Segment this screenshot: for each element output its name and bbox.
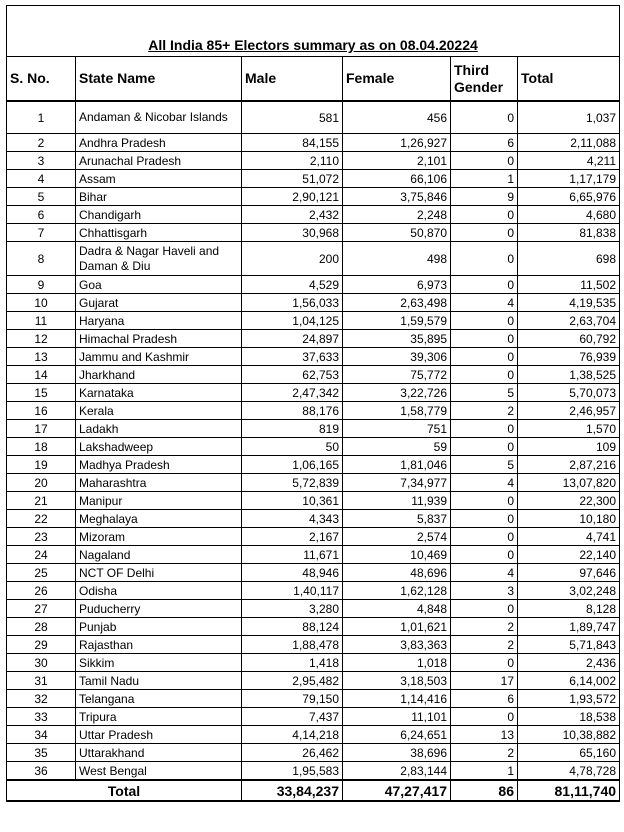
cell-sno: 17 — [7, 420, 76, 438]
cell-male: 4,343 — [242, 510, 343, 528]
cell-female: 11,101 — [343, 708, 451, 726]
cell-female: 6,24,651 — [343, 726, 451, 744]
cell-total: 76,939 — [518, 348, 620, 366]
cell-state-name: Chhattisgarh — [76, 224, 242, 242]
header-total: Total — [518, 57, 620, 102]
cell-female: 1,59,579 — [343, 312, 451, 330]
cell-total: 2,87,216 — [518, 456, 620, 474]
cell-male: 51,072 — [242, 170, 343, 188]
cell-total: 2,46,957 — [518, 402, 620, 420]
cell-third-gender: 9 — [451, 188, 518, 206]
cell-state-name: Mizoram — [76, 528, 242, 546]
cell-sno: 18 — [7, 438, 76, 456]
cell-female: 11,939 — [343, 492, 451, 510]
cell-male: 2,47,342 — [242, 384, 343, 402]
cell-female: 75,772 — [343, 366, 451, 384]
cell-state-name: Gujarat — [76, 294, 242, 312]
cell-male: 50 — [242, 438, 343, 456]
table-row — [7, 170, 620, 188]
cell-male: 1,06,165 — [242, 456, 343, 474]
cell-sno: 9 — [7, 276, 76, 294]
table-title: All India 85+ Electors summary as on 08.04.20224 — [7, 6, 620, 57]
cell-state-name: Andaman & Nicobar Islands — [76, 101, 242, 134]
cell-state-name: Punjab — [76, 618, 242, 636]
cell-third-gender: 0 — [451, 224, 518, 242]
cell-female: 10,469 — [343, 546, 451, 564]
total-female: 47,27,417 — [343, 780, 451, 801]
cell-total: 65,160 — [518, 744, 620, 762]
table-row — [7, 366, 620, 384]
cell-male: 1,88,478 — [242, 636, 343, 654]
cell-state-name: Chandigarh — [76, 206, 242, 224]
cell-third-gender: 2 — [451, 744, 518, 762]
table-row — [7, 276, 620, 294]
table-row — [7, 206, 620, 224]
cell-third-gender: 2 — [451, 618, 518, 636]
cell-male: 1,95,583 — [242, 762, 343, 781]
cell-total: 1,93,572 — [518, 690, 620, 708]
cell-sno: 35 — [7, 744, 76, 762]
cell-sno: 14 — [7, 366, 76, 384]
cell-third-gender: 0 — [451, 420, 518, 438]
cell-sno: 32 — [7, 690, 76, 708]
cell-total: 22,300 — [518, 492, 620, 510]
cell-male: 1,04,125 — [242, 312, 343, 330]
cell-total: 4,741 — [518, 528, 620, 546]
cell-male: 200 — [242, 242, 343, 276]
cell-sno: 25 — [7, 564, 76, 582]
cell-sno: 20 — [7, 474, 76, 492]
cell-third-gender: 5 — [451, 384, 518, 402]
cell-total: 22,140 — [518, 546, 620, 564]
cell-female: 2,63,498 — [343, 294, 451, 312]
cell-female: 1,01,621 — [343, 618, 451, 636]
total-label: Total — [7, 780, 242, 801]
cell-sno: 2 — [7, 134, 76, 152]
cell-sno: 6 — [7, 206, 76, 224]
cell-female: 1,26,927 — [343, 134, 451, 152]
cell-female: 3,83,363 — [343, 636, 451, 654]
cell-total: 18,538 — [518, 708, 620, 726]
cell-total: 109 — [518, 438, 620, 456]
cell-male: 62,753 — [242, 366, 343, 384]
cell-male: 2,90,121 — [242, 188, 343, 206]
table-row — [7, 654, 620, 672]
cell-male: 88,176 — [242, 402, 343, 420]
grand-total: 81,11,740 — [518, 780, 620, 801]
cell-female: 39,306 — [343, 348, 451, 366]
cell-female: 456 — [343, 101, 451, 134]
cell-state-name: Ladakh — [76, 420, 242, 438]
cell-female: 3,75,846 — [343, 188, 451, 206]
cell-male: 2,110 — [242, 152, 343, 170]
cell-state-name: Bihar — [76, 188, 242, 206]
header-row — [7, 57, 620, 102]
cell-total: 1,037 — [518, 101, 620, 134]
cell-sno: 15 — [7, 384, 76, 402]
cell-male: 11,671 — [242, 546, 343, 564]
cell-third-gender: 0 — [451, 101, 518, 134]
table-row — [7, 294, 620, 312]
cell-male: 10,361 — [242, 492, 343, 510]
cell-sno: 27 — [7, 600, 76, 618]
cell-sno: 21 — [7, 492, 76, 510]
table-row — [7, 402, 620, 420]
cell-sno: 30 — [7, 654, 76, 672]
cell-third-gender: 6 — [451, 134, 518, 152]
cell-state-name: Rajasthan — [76, 636, 242, 654]
cell-female: 3,22,726 — [343, 384, 451, 402]
cell-state-name: Dadra & Nagar Haveli and Daman & Diu — [76, 242, 242, 276]
cell-third-gender: 0 — [451, 600, 518, 618]
table-row — [7, 636, 620, 654]
cell-total: 6,65,976 — [518, 188, 620, 206]
cell-third-gender: 0 — [451, 348, 518, 366]
cell-sno: 10 — [7, 294, 76, 312]
cell-sno: 34 — [7, 726, 76, 744]
cell-male: 1,40,117 — [242, 582, 343, 600]
cell-sno: 24 — [7, 546, 76, 564]
total-row — [7, 780, 620, 801]
table-row — [7, 456, 620, 474]
cell-male: 1,418 — [242, 654, 343, 672]
table-row — [7, 546, 620, 564]
cell-female: 751 — [343, 420, 451, 438]
cell-female: 7,34,977 — [343, 474, 451, 492]
cell-male: 4,529 — [242, 276, 343, 294]
cell-total: 1,570 — [518, 420, 620, 438]
cell-total: 6,14,002 — [518, 672, 620, 690]
cell-sno: 11 — [7, 312, 76, 330]
cell-female: 6,973 — [343, 276, 451, 294]
cell-state-name: Telangana — [76, 690, 242, 708]
table-row — [7, 762, 620, 781]
cell-state-name: Meghalaya — [76, 510, 242, 528]
cell-state-name: Sikkim — [76, 654, 242, 672]
cell-state-name: Uttar Pradesh — [76, 726, 242, 744]
header-sno: S. No. — [7, 57, 76, 102]
cell-total: 1,89,747 — [518, 618, 620, 636]
cell-third-gender: 4 — [451, 474, 518, 492]
electors-table — [6, 5, 620, 802]
table-row — [7, 188, 620, 206]
cell-third-gender: 2 — [451, 402, 518, 420]
cell-third-gender: 1 — [451, 170, 518, 188]
cell-third-gender: 0 — [451, 152, 518, 170]
table-row — [7, 510, 620, 528]
cell-female: 3,18,503 — [343, 672, 451, 690]
cell-total: 5,71,843 — [518, 636, 620, 654]
table-row — [7, 101, 620, 134]
cell-third-gender: 0 — [451, 546, 518, 564]
cell-state-name: Arunachal Pradesh — [76, 152, 242, 170]
table-row — [7, 744, 620, 762]
electors-summary-sheet — [6, 5, 619, 802]
cell-third-gender: 0 — [451, 438, 518, 456]
cell-sno: 3 — [7, 152, 76, 170]
cell-male: 88,124 — [242, 618, 343, 636]
cell-sno: 22 — [7, 510, 76, 528]
cell-state-name: Manipur — [76, 492, 242, 510]
cell-total: 4,211 — [518, 152, 620, 170]
cell-total: 1,17,179 — [518, 170, 620, 188]
header-female: Female — [343, 57, 451, 102]
cell-total: 11,502 — [518, 276, 620, 294]
header-third-gender: Third Gender — [451, 57, 518, 102]
cell-sno: 1 — [7, 101, 76, 134]
cell-total: 60,792 — [518, 330, 620, 348]
cell-third-gender: 6 — [451, 690, 518, 708]
cell-state-name: Tamil Nadu — [76, 672, 242, 690]
cell-third-gender: 1 — [451, 762, 518, 781]
cell-third-gender: 5 — [451, 456, 518, 474]
table-row — [7, 528, 620, 546]
cell-state-name: Jharkhand — [76, 366, 242, 384]
cell-female: 2,83,144 — [343, 762, 451, 781]
cell-female: 1,14,416 — [343, 690, 451, 708]
table-row — [7, 134, 620, 152]
table-row — [7, 348, 620, 366]
table-body — [7, 101, 620, 780]
total-male: 33,84,237 — [242, 780, 343, 801]
cell-male: 581 — [242, 101, 343, 134]
cell-total: 1,38,525 — [518, 366, 620, 384]
total-third-gender: 86 — [451, 780, 518, 801]
cell-male: 84,155 — [242, 134, 343, 152]
cell-total: 10,180 — [518, 510, 620, 528]
cell-state-name: Uttarakhand — [76, 744, 242, 762]
cell-sno: 16 — [7, 402, 76, 420]
cell-third-gender: 0 — [451, 330, 518, 348]
cell-third-gender: 0 — [451, 528, 518, 546]
cell-female: 1,81,046 — [343, 456, 451, 474]
cell-male: 4,14,218 — [242, 726, 343, 744]
cell-third-gender: 4 — [451, 294, 518, 312]
cell-male: 79,150 — [242, 690, 343, 708]
cell-third-gender: 13 — [451, 726, 518, 744]
table-row — [7, 564, 620, 582]
table-row — [7, 474, 620, 492]
cell-state-name: Lakshadweep — [76, 438, 242, 456]
table-row — [7, 152, 620, 170]
cell-third-gender: 0 — [451, 510, 518, 528]
cell-male: 2,167 — [242, 528, 343, 546]
cell-state-name: Andhra Pradesh — [76, 134, 242, 152]
cell-female: 1,018 — [343, 654, 451, 672]
table-row — [7, 600, 620, 618]
cell-third-gender: 4 — [451, 564, 518, 582]
table-row — [7, 438, 620, 456]
cell-total: 4,78,728 — [518, 762, 620, 781]
cell-male: 2,432 — [242, 206, 343, 224]
cell-female: 38,696 — [343, 744, 451, 762]
cell-female: 1,62,128 — [343, 582, 451, 600]
cell-state-name: Madhya Pradesh — [76, 456, 242, 474]
cell-total: 4,19,535 — [518, 294, 620, 312]
cell-male: 1,56,033 — [242, 294, 343, 312]
cell-male: 3,280 — [242, 600, 343, 618]
cell-total: 2,63,704 — [518, 312, 620, 330]
cell-sno: 12 — [7, 330, 76, 348]
cell-female: 498 — [343, 242, 451, 276]
cell-third-gender: 3 — [451, 582, 518, 600]
table-row — [7, 618, 620, 636]
table-row — [7, 708, 620, 726]
cell-state-name: Goa — [76, 276, 242, 294]
cell-third-gender: 0 — [451, 492, 518, 510]
cell-male: 819 — [242, 420, 343, 438]
cell-female: 4,848 — [343, 600, 451, 618]
cell-total: 10,38,882 — [518, 726, 620, 744]
cell-sno: 36 — [7, 762, 76, 781]
cell-state-name: NCT OF Delhi — [76, 564, 242, 582]
table-row — [7, 312, 620, 330]
cell-state-name: Assam — [76, 170, 242, 188]
cell-total: 2,11,088 — [518, 134, 620, 152]
cell-total: 698 — [518, 242, 620, 276]
cell-total: 81,838 — [518, 224, 620, 242]
cell-sno: 13 — [7, 348, 76, 366]
cell-female: 2,101 — [343, 152, 451, 170]
table-row — [7, 224, 620, 242]
cell-male: 48,946 — [242, 564, 343, 582]
cell-state-name: Kerala — [76, 402, 242, 420]
table-row — [7, 582, 620, 600]
cell-sno: 26 — [7, 582, 76, 600]
cell-state-name: Puducherry — [76, 600, 242, 618]
cell-third-gender: 0 — [451, 312, 518, 330]
table-row — [7, 384, 620, 402]
cell-male: 26,462 — [242, 744, 343, 762]
cell-male: 24,897 — [242, 330, 343, 348]
cell-state-name: Odisha — [76, 582, 242, 600]
cell-male: 37,633 — [242, 348, 343, 366]
cell-state-name: Haryana — [76, 312, 242, 330]
cell-total: 2,436 — [518, 654, 620, 672]
cell-state-name: Tripura — [76, 708, 242, 726]
cell-total: 8,128 — [518, 600, 620, 618]
cell-state-name: West Bengal — [76, 762, 242, 781]
cell-third-gender: 2 — [451, 636, 518, 654]
cell-female: 66,106 — [343, 170, 451, 188]
cell-third-gender: 0 — [451, 366, 518, 384]
cell-sno: 23 — [7, 528, 76, 546]
cell-state-name: Karnataka — [76, 384, 242, 402]
cell-female: 35,895 — [343, 330, 451, 348]
table-row — [7, 330, 620, 348]
cell-sno: 28 — [7, 618, 76, 636]
header-state-name: State Name — [76, 57, 242, 102]
cell-sno: 31 — [7, 672, 76, 690]
cell-total: 3,02,248 — [518, 582, 620, 600]
cell-female: 50,870 — [343, 224, 451, 242]
cell-third-gender: 0 — [451, 708, 518, 726]
cell-third-gender: 0 — [451, 276, 518, 294]
cell-male: 30,968 — [242, 224, 343, 242]
cell-state-name: Maharashtra — [76, 474, 242, 492]
table-row — [7, 726, 620, 744]
cell-total: 97,646 — [518, 564, 620, 582]
table-row — [7, 242, 620, 276]
table-row — [7, 492, 620, 510]
cell-total: 13,07,820 — [518, 474, 620, 492]
cell-total: 5,70,073 — [518, 384, 620, 402]
cell-female: 5,837 — [343, 510, 451, 528]
cell-female: 48,696 — [343, 564, 451, 582]
cell-state-name: Nagaland — [76, 546, 242, 564]
cell-sno: 7 — [7, 224, 76, 242]
cell-female: 1,58,779 — [343, 402, 451, 420]
table-row — [7, 690, 620, 708]
cell-sno: 5 — [7, 188, 76, 206]
cell-female: 59 — [343, 438, 451, 456]
cell-state-name: Jammu and Kashmir — [76, 348, 242, 366]
cell-third-gender: 17 — [451, 672, 518, 690]
table-row — [7, 420, 620, 438]
cell-sno: 4 — [7, 170, 76, 188]
cell-third-gender: 0 — [451, 242, 518, 276]
cell-third-gender: 0 — [451, 206, 518, 224]
cell-sno: 33 — [7, 708, 76, 726]
cell-sno: 8 — [7, 242, 76, 276]
cell-male: 5,72,839 — [242, 474, 343, 492]
cell-male: 7,437 — [242, 708, 343, 726]
cell-male: 2,95,482 — [242, 672, 343, 690]
header-male: Male — [242, 57, 343, 102]
cell-third-gender: 0 — [451, 654, 518, 672]
cell-female: 2,574 — [343, 528, 451, 546]
cell-sno: 19 — [7, 456, 76, 474]
cell-state-name: Himachal Pradesh — [76, 330, 242, 348]
cell-female: 2,248 — [343, 206, 451, 224]
cell-total: 4,680 — [518, 206, 620, 224]
table-row — [7, 672, 620, 690]
cell-sno: 29 — [7, 636, 76, 654]
